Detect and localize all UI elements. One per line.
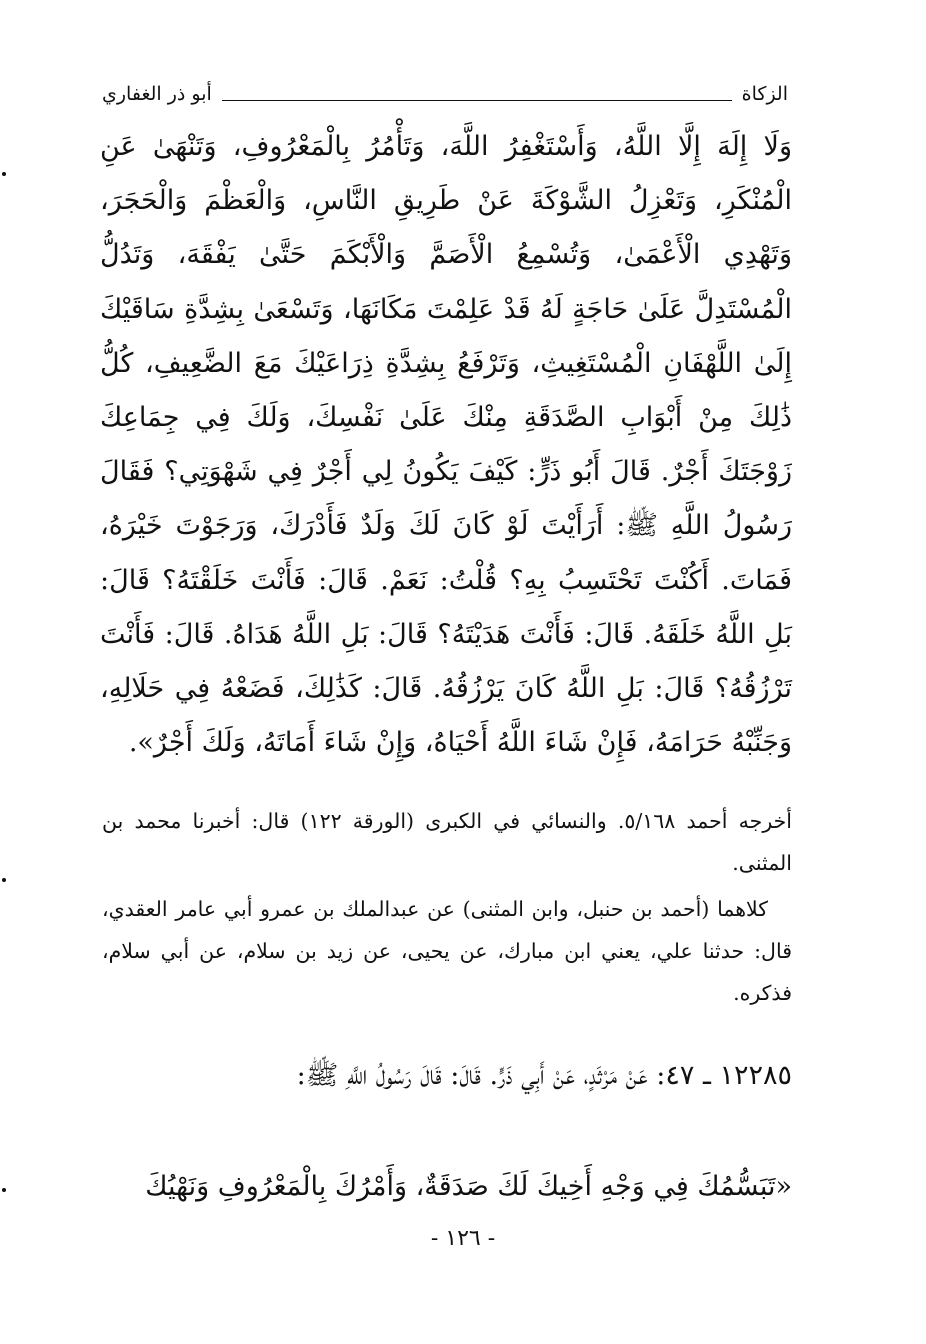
footnote-paragraph-2: كلاهما (أحمد بن حنبل، وابن المثنى) عن عبدالملك بن عمرو أبي عامر العقدي، قال: حدثنا علي، يعني ابن مبارك، عن يحيى، عن زيد بن سلام، عن أبي سلام، فذكره. [102, 897, 792, 1005]
scan-speck [2, 1188, 6, 1192]
footnote-paragraph-1: أخرجه أحمد ٥/١٦٨. والنسائي في الكبرى (الورقة ١٢٢) قال: أخبرنا محمد بن المثنى. [102, 809, 792, 875]
page-number: - ١٢٦ - [430, 1226, 496, 1251]
hadith-body-text: وَلَا إِلَهَ إِلَّا اللَّهُ، وَأَسْتَغْفِرُ اللَّهَ، وَتَأْمُرُ بِالْمَعْرُوفِ، وَتَنْهَىٰ عَنِ الْمُنْكَرِ، وَتَعْزِلُ الشَّوْكَةَ عَنْ طَرِيقِ النَّاسِ، وَالْعَظْمَ وَالْحَجَرَ، وَتَهْدِي الْأَعْمَىٰ، وَتُسْمِعُ الْأَصَمَّ وَالْأَبْكَمَ حَتَّىٰ يَفْقَهَ، وَتَدُلُّ الْمُسْتَدِلَّ عَلَىٰ حَاجَةٍ لَهُ قَدْ عَلِمْتَ مَكَانَهَا، وَتَسْعَىٰ بِشِدَّةِ سَاقَيْكَ إِلَىٰ اللَّهْفَانِ الْمُسْتَغِيثِ، وَتَرْفَعُ بِشِدَّةِ ذِرَاعَيْكَ مَعَ الضَّعِيفِ، كُلُّ ذَٰلِكَ مِنْ أَبْوَابِ الصَّدَقَةِ مِنْكَ عَلَىٰ نَفْسِكَ، وَلَكَ فِي جِمَاعِكَ زَوْجَتَكَ أَجْرٌ. قَالَ أَبُو ذَرٍّ: كَيْفَ يَكُونُ لِي أَجْرٌ فِي شَهْوَتِي؟ فَقَالَ رَسُولُ اللَّهِ ﷺ: أَرَأَيْتَ لَوْ كَانَ لَكَ وَلَدٌ فَأَدْرَكَ، وَرَجَوْتَ خَيْرَهُ، فَمَاتَ. أَكُنْتَ تَحْتَسِبُ بِهِ؟ قُلْتُ: نَعَمْ. قَالَ: فَأَنْتَ خَلَقْتَهُ؟ قَالَ: بَلِ اللَّهُ خَلَقَهُ. قَالَ: فَأَنْتَ هَدَيْتَهُ؟ قَالَ: بَلِ اللَّهُ هَدَاهُ. قَالَ: فَأَنْتَ تَرْزُقُهُ؟ قَالَ: بَلِ اللَّهُ كَانَ يَرْزُقُهُ. قَالَ: كَذَٰلِكَ، فَضَعْهُ فِي حَلَالِهِ، وَجَنِّبْهُ حَرَامَهُ، فَإِنْ شَاءَ اللَّهُ أَحْيَاهُ، وَإِنْ شَاءَ أَمَاتَهُ، وَلَكَ أَجْرٌ». [100, 131, 792, 759]
takhrij-footnote [102, 800, 792, 1014]
scan-speck [2, 878, 6, 882]
next-hadith-text: «تَبَسُّمُكَ فِي وَجْهِ أَخِيكَ لَكَ صَدَقَةٌ، وَأَمْرُكَ بِالْمَعْرُوفِ وَنَهْيُكَ [145, 1171, 792, 1202]
section-title: الزكاة [741, 83, 788, 105]
header-rule [222, 100, 732, 101]
book-title: أبو ذر الغفاري [102, 83, 212, 105]
next-hadith-heading: ١٢٢٨٥ ـ ٤٧: عَنْ مَرْثَدٍ، عَنْ أَبِي ذَرٍّ. قَالَ: قَالَ رَسُولُ اللَّهِ ﷺ: [296, 1060, 792, 1091]
scan-speck [2, 172, 6, 176]
running-header [102, 76, 788, 112]
